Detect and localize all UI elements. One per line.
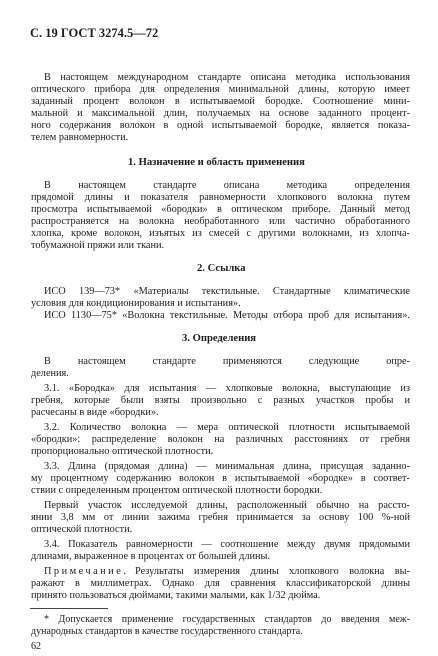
section1-line: В настоящем стандарте описана методика определения <box>44 180 410 191</box>
intro-line: заданный процент волокон в испытываемой бородке. Соотношение мини- <box>31 96 410 107</box>
note-label: Примечание. <box>44 566 129 577</box>
section2-line: ИСО 139—73* «Материалы текстильные. Стандартные климатические <box>44 286 410 297</box>
intro-line: ного содержания волокон в одной испытываемой бородке, является показа- <box>31 120 410 131</box>
section2-line: ИСО 1130—75* «Волокна текстильные. Методы отбора проб для испытания». <box>44 310 410 321</box>
section3-line: Первый участок исследуемой длины, расположенный обычно на рассто- <box>44 500 410 511</box>
section3-line: му процентному содержанию волокон в испытываемой «бородке» в соответ- <box>31 473 410 484</box>
section3-line: 3.2. Количество волокна — мера оптической плотности испытываемой <box>44 422 410 433</box>
section3-line: янии 3,8 мм от линии зажима гребня принимается за основу 100 %-ной <box>31 512 410 523</box>
section3-line: пропорционально оптической плотности. <box>31 446 214 457</box>
intro-line: мальной и максимальной длин, получаемых на основе заданного процент- <box>31 108 410 119</box>
section3-line: оптической плотности. <box>31 524 133 535</box>
section3-line: В настоящем стандарте применяются следующие опре- <box>44 356 410 367</box>
section1-line: распространяется на волокна необработанного или частично обработанного <box>31 216 410 227</box>
section-heading: 1. Назначение и область применения <box>128 157 305 168</box>
section-heading: 3. Определения <box>182 333 257 344</box>
intro-line: В настоящем международном стандарте описана методика использования <box>44 72 410 83</box>
page-number: 62 <box>31 641 41 652</box>
running-head: С. 19 ГОСТ 3274.5—72 <box>30 26 159 40</box>
intro-line: оптического прибора для определения минимальной длины, которую имеет <box>31 84 410 95</box>
note-line: Результаты измерения длины хлопкового волокна вы- <box>135 566 410 577</box>
section3-line: «бородки»: распределение волокон на различных расстояниях от гребня <box>31 434 410 445</box>
section3-line: длинами, выраженное в процентах от большей длины. <box>31 551 271 562</box>
section1-line: тобумажной пряжи или ткани. <box>31 240 165 251</box>
section1-line: прядомой длины и показателя равномерности хлопкового волокна путем <box>31 192 410 203</box>
section3-line: 3.1. «Бородка» для испытания — хлопковые волокна, выступающие из <box>44 383 410 394</box>
footnote-line: * Допускается применение государственных стандартов до введения меж- <box>44 614 410 625</box>
section3-line: деления. <box>31 368 69 379</box>
section3-line: гребня, которые были взяты произвольно с разных участков пробы и <box>31 395 410 406</box>
section1-line: хлопка, кроме волокон, изъятых из смесей с другими волокнами, из хлопча- <box>31 228 410 239</box>
section3-line: расчесаны в виде «бородки». <box>31 407 159 418</box>
section1-line: просмотра испытываемой «бородки» в оптическом приборе. Данный метод <box>31 204 410 215</box>
footnote-line: дународных стандартов в качестве государственного стандарта. <box>31 626 303 637</box>
footnote-rule <box>30 608 108 609</box>
section2-line: условия для кондиционирования и испытания». <box>31 298 241 309</box>
intro-line: телем равномерности. <box>31 132 129 143</box>
section-heading: 2. Ссылка <box>197 263 246 274</box>
note-line: принято пользоваться дюймами, такими малыми, как 1/32 дюйма. <box>31 590 321 601</box>
note-line: ражают в миллиметрах. Однако для сравнения классификаторской длины <box>31 578 410 589</box>
section3-line: 3.3. Длина (прядомая длина) — минимальная длина, присущая заданно- <box>44 461 410 472</box>
section3-line: 3.4. Показатель равномерности — соотношение между двумя прядомыми <box>44 539 410 550</box>
section3-line: ствии с определенным процентом оптической плотности бородки. <box>31 485 323 496</box>
